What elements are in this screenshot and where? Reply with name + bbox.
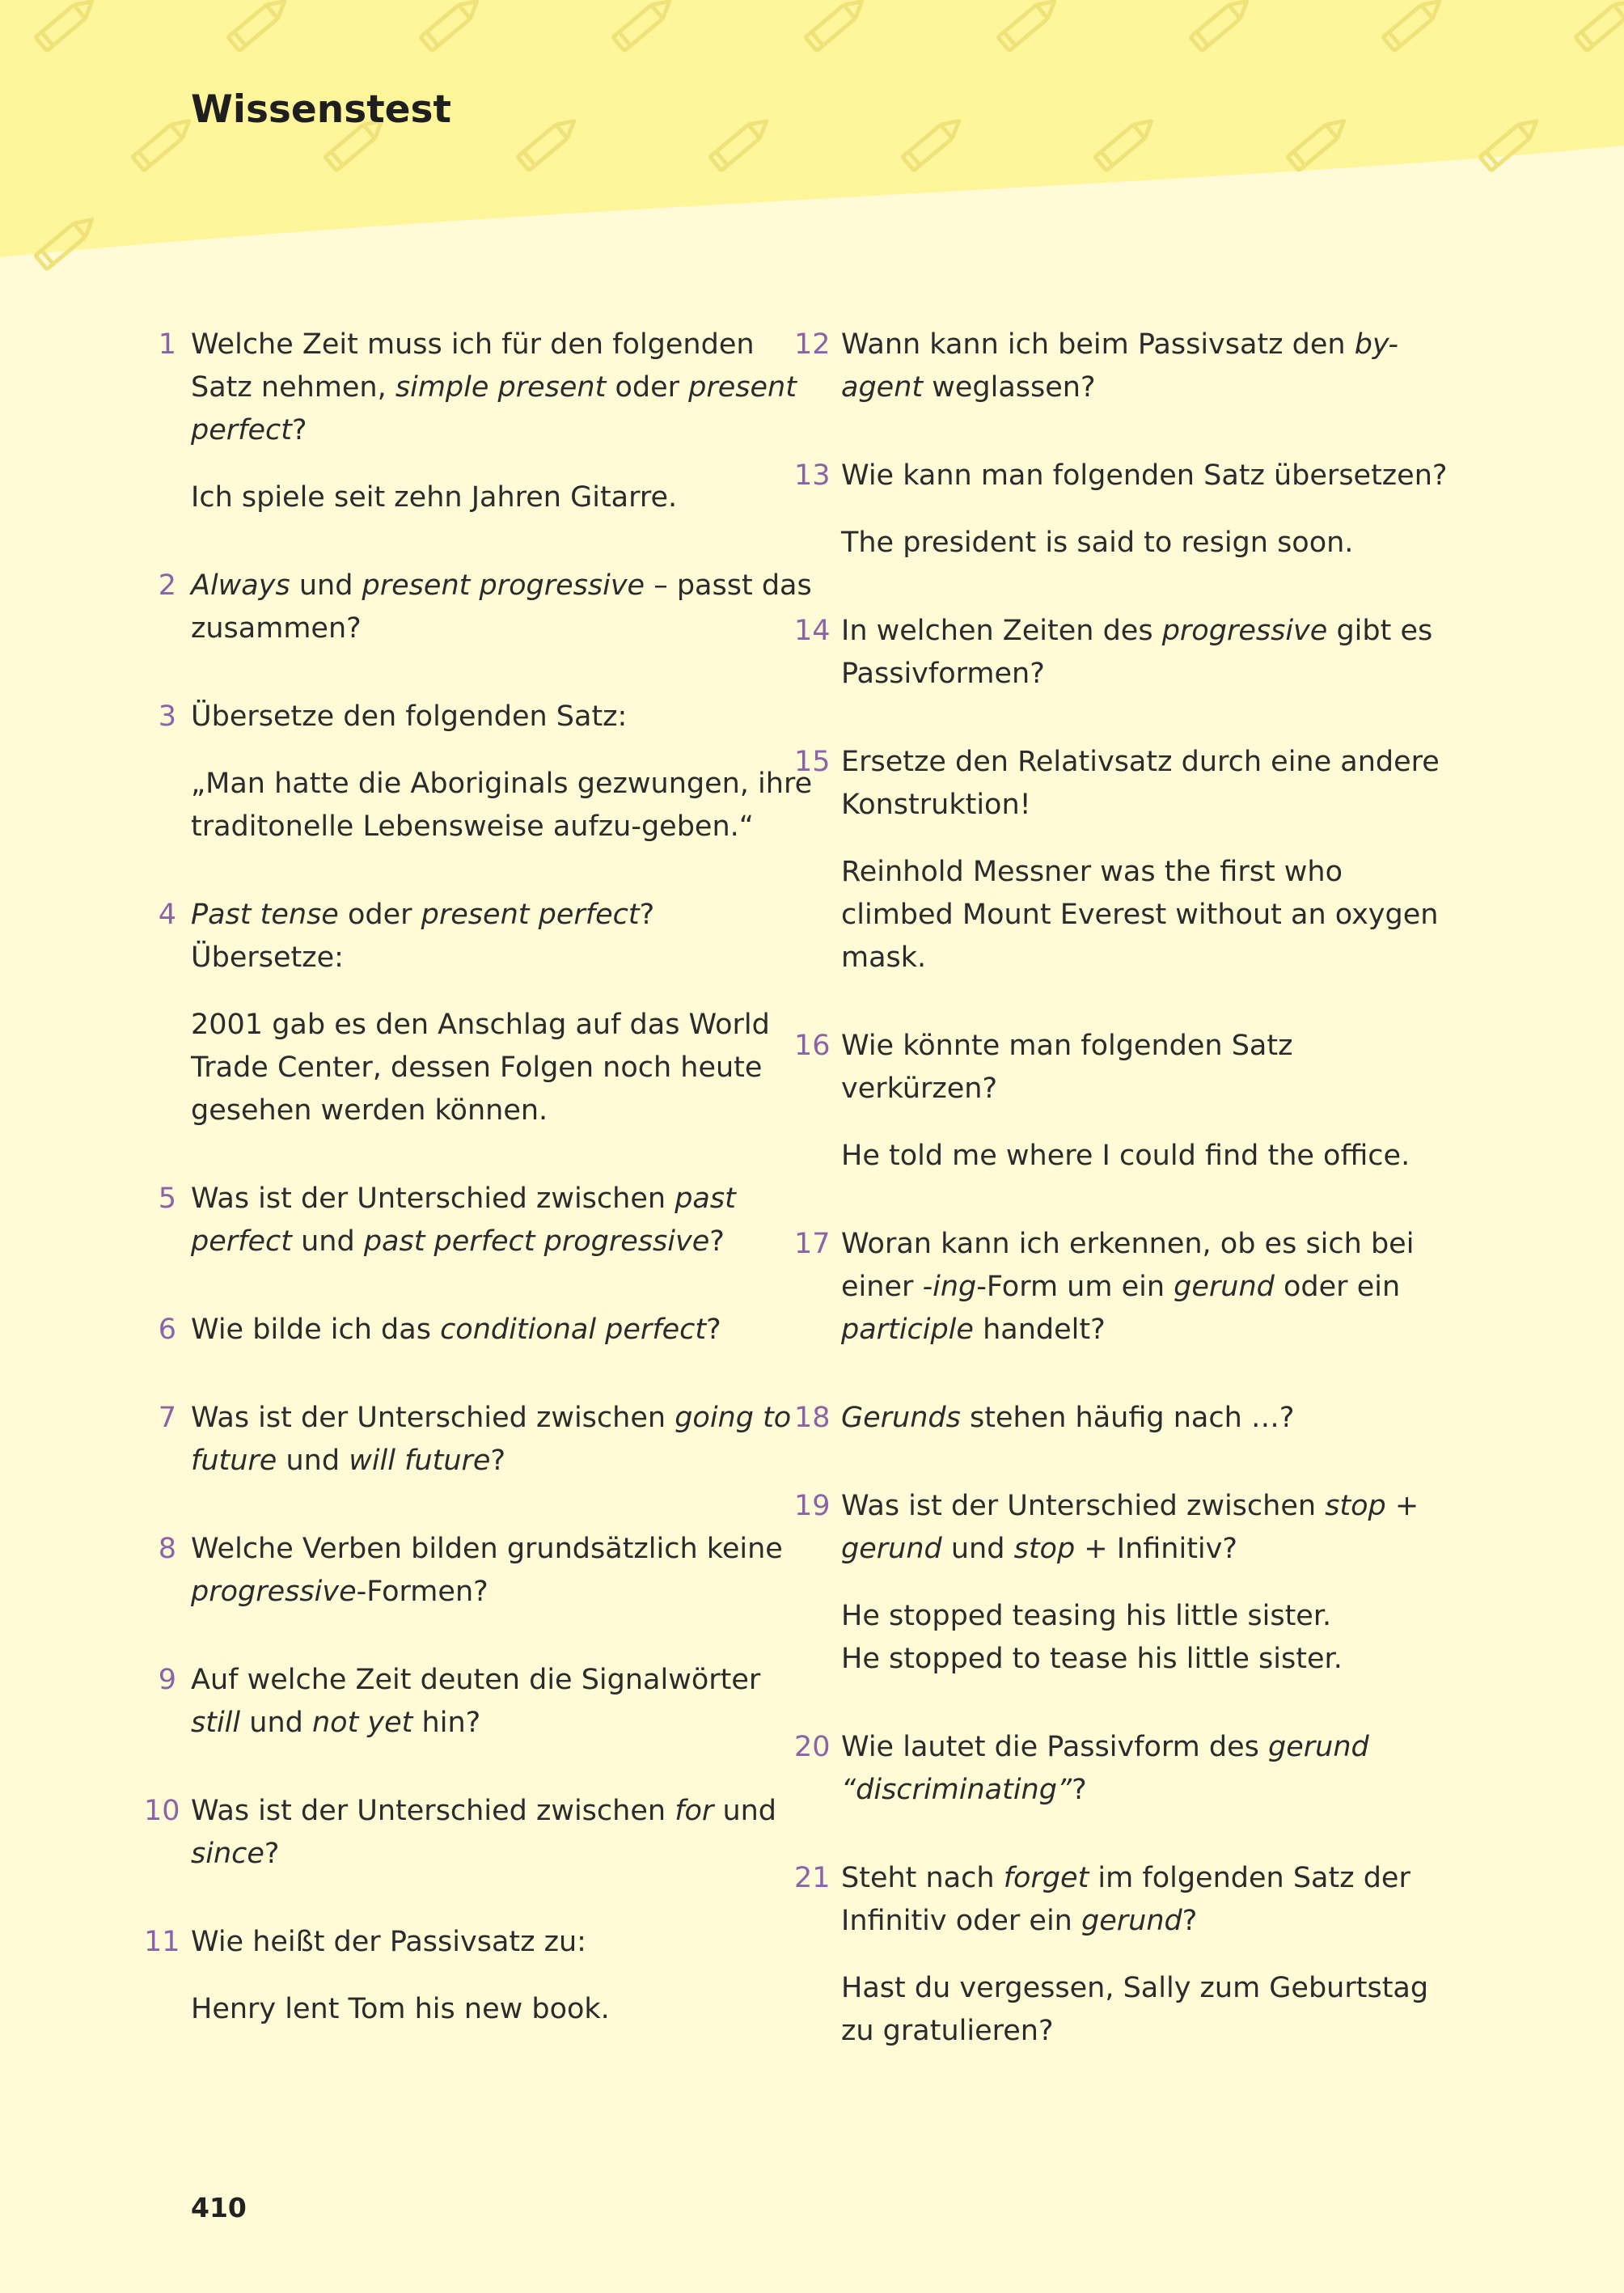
question-number: 3 [158, 700, 176, 733]
example-sentence [841, 1595, 1456, 1681]
question-item [794, 1485, 1456, 1681]
emphasis-term: -ing [922, 1271, 977, 1303]
question-number: 14 [794, 615, 831, 647]
example-line: Hast du vergessen, Sally zum Geburtstag zu gratulieren? [841, 1972, 1429, 2047]
text-segment: ? [1182, 1905, 1198, 1937]
question-number: 9 [158, 1664, 176, 1696]
emphasis-term: Past tense [191, 899, 339, 931]
emphasis-term: Gerunds [841, 1402, 961, 1434]
emphasis-term: stop [1013, 1533, 1076, 1565]
example-sentence [191, 476, 814, 519]
text-segment: ? [1072, 1774, 1087, 1806]
emphasis-term: simple present [395, 371, 607, 404]
emphasis-term: present progressive [362, 569, 645, 602]
text-segment: Wie heißt der Passivsatz zu: [191, 1926, 586, 1958]
question-text [841, 741, 1456, 827]
text-segment: Welche Zeit muss ich für den folgenden Satz nehmen, [191, 328, 755, 404]
text-segment: + Infinitiv? [1075, 1533, 1237, 1565]
page-title: Wissenstest [191, 87, 452, 132]
question-item [158, 565, 814, 650]
question-item [158, 1178, 814, 1263]
question-item [144, 1790, 814, 1876]
example-sentence [841, 851, 1456, 979]
text-segment: ? [706, 1314, 721, 1346]
question-number: 13 [794, 459, 831, 492]
question-text [841, 1223, 1456, 1352]
example-line: „Man hatte die Aboriginals gezwungen, ihre traditonelle Lebensweise aufzu-geben.“ [191, 768, 813, 843]
question-number: 18 [794, 1402, 831, 1434]
text-segment: und [277, 1445, 349, 1477]
example-line: He told me where I could find the office. [841, 1140, 1410, 1172]
question-number: 12 [794, 328, 831, 361]
text-segment: hin? [412, 1707, 481, 1739]
emphasis-term: for [675, 1795, 714, 1827]
example-line: Reinhold Messner was the first who climbed Mount Everest without an oxygen mask. [841, 856, 1439, 974]
example-line: He stopped to tease his little sister. [841, 1643, 1343, 1675]
question-item [794, 1857, 1456, 2053]
example-line: The president is said to resign soon. [841, 527, 1354, 559]
example-line: Ich spiele seit zehn Jahren Gitarre. [191, 481, 678, 514]
text-segment: oder ein [1274, 1271, 1401, 1303]
text-segment: ? [709, 1225, 725, 1258]
question-number: 15 [794, 746, 831, 778]
text-segment: Ersetze den Relativsatz durch eine andere Konstruktion! [841, 746, 1440, 821]
emphasis-term: gerund [841, 1533, 942, 1565]
text-segment: und [941, 1533, 1014, 1565]
question-number: 20 [794, 1731, 831, 1763]
emphasis-term: forget [1003, 1862, 1089, 1894]
emphasis-term: past perfect progressive [363, 1225, 710, 1258]
question-number: 2 [158, 569, 176, 602]
text-segment: und [290, 569, 362, 602]
text-segment: Steht nach [841, 1862, 1004, 1894]
question-item [158, 696, 814, 848]
question-number: 6 [158, 1314, 176, 1346]
question-text [191, 1528, 814, 1614]
question-number: 21 [794, 1862, 831, 1894]
emphasis-term: “discriminating” [841, 1774, 1072, 1806]
question-item [158, 1309, 814, 1352]
text-segment: handelt? [973, 1314, 1106, 1346]
example-line: Henry lent Tom his new book. [191, 1993, 610, 2025]
question-text [841, 1726, 1456, 1812]
question-text [191, 1790, 814, 1876]
emphasis-term: present perfect [421, 899, 640, 931]
emphasis-term: conditional perfect [440, 1314, 707, 1346]
question-item [158, 1528, 814, 1614]
question-text [191, 1921, 610, 1964]
text-segment: oder [606, 371, 689, 404]
question-number: 16 [794, 1030, 831, 1062]
emphasis-term: since [191, 1838, 264, 1870]
question-item [794, 741, 1456, 979]
question-item [794, 455, 1456, 565]
question-number: 8 [158, 1533, 176, 1565]
text-segment: Wie lautet die Passivform des [841, 1731, 1269, 1763]
text-segment: Was ist der Unterschied zwischen [841, 1490, 1326, 1522]
text-segment: In welchen Zeiten des [841, 615, 1162, 647]
emphasis-term: gerund [1268, 1731, 1369, 1763]
question-item [158, 1397, 814, 1483]
text-segment: ? [264, 1838, 280, 1870]
question-text [191, 696, 814, 738]
question-text [841, 1485, 1456, 1571]
questions-right-column [794, 324, 1456, 2098]
example-sentence [841, 1135, 1456, 1178]
example-line: 2001 gab es den Anschlag auf das World Trade Center, dessen Folgen noch heute gesehen werden können. [191, 1009, 770, 1127]
question-text [841, 610, 1456, 696]
example-sentence [191, 1004, 814, 1132]
question-number: 4 [158, 899, 176, 931]
text-segment: gibt es Passivformen? [841, 615, 1433, 690]
emphasis-term: present perfect [191, 371, 797, 446]
question-text [191, 1309, 721, 1352]
question-text [841, 324, 1456, 409]
emphasis-term: will future [349, 1445, 491, 1477]
text-segment: Wie bilde ich das [191, 1314, 441, 1346]
question-text [841, 1397, 1294, 1440]
emphasis-term: progressive [191, 1576, 357, 1608]
question-text [191, 894, 814, 979]
question-item [794, 610, 1456, 696]
header-band [0, 0, 1624, 275]
emphasis-term: past perfect [191, 1182, 736, 1258]
question-text [191, 565, 814, 650]
example-sentence [841, 522, 1447, 565]
text-segment: Was ist der Unterschied zwischen [191, 1182, 675, 1215]
question-item [794, 1025, 1456, 1178]
question-number: 17 [794, 1228, 831, 1260]
question-text [191, 1178, 814, 1263]
text-segment: ? [291, 414, 307, 446]
question-number: 19 [794, 1490, 831, 1522]
question-number: 5 [158, 1182, 176, 1215]
text-segment: -Formen? [356, 1576, 488, 1608]
text-segment: Welche Verben bilden grundsätzlich keine [191, 1533, 783, 1565]
example-sentence [191, 763, 814, 848]
emphasis-term: stop [1325, 1490, 1386, 1522]
question-text [841, 1025, 1456, 1111]
text-segment: Was ist der Unterschied zwischen [191, 1795, 675, 1827]
question-item [158, 894, 814, 1132]
emphasis-term: not yet [311, 1707, 413, 1739]
text-segment: und [240, 1707, 312, 1739]
text-segment: + [1385, 1490, 1419, 1522]
text-segment: -Form um ein [976, 1271, 1174, 1303]
emphasis-term: Always [191, 569, 290, 602]
text-segment: und [713, 1795, 777, 1827]
question-item [794, 1397, 1456, 1440]
emphasis-term: participle [841, 1314, 974, 1346]
text-segment: ? Übersetze: [191, 899, 655, 974]
question-text [191, 1659, 814, 1745]
example-line: He stopped teasing his little sister. [841, 1600, 1332, 1632]
text-segment: ? [490, 1445, 506, 1477]
text-segment: Was ist der Unterschied zwischen [191, 1402, 675, 1434]
question-number: 1 [158, 328, 176, 361]
question-item [794, 1223, 1456, 1352]
text-segment: Auf welche Zeit deuten die Signalwörter [191, 1664, 761, 1696]
text-segment: weglassen? [923, 371, 1096, 404]
example-sentence [841, 1967, 1456, 2053]
emphasis-term: still [191, 1707, 241, 1739]
emphasis-term: progressive [1161, 615, 1328, 647]
emphasis-term: by-agent [841, 328, 1399, 404]
page-number: 410 [191, 2192, 247, 2223]
question-item [158, 324, 814, 519]
example-sentence [191, 1988, 610, 2031]
emphasis-term: gerund [1081, 1905, 1182, 1937]
text-segment: – passt das zusammen? [191, 569, 812, 645]
text-segment: oder [338, 899, 421, 931]
question-text [191, 324, 814, 452]
text-segment: Wie könnte man folgenden Satz verkürzen? [841, 1030, 1293, 1105]
text-segment: Wie kann man folgenden Satz übersetzen? [841, 459, 1448, 492]
question-number: 11 [144, 1926, 180, 1958]
question-number: 10 [144, 1795, 180, 1827]
text-segment: Übersetze den folgenden Satz: [191, 700, 628, 733]
text-segment: im folgenden Satz der Infinitiv oder ein [841, 1862, 1410, 1937]
text-segment: stehen häufig nach …? [960, 1402, 1295, 1434]
question-item [794, 1726, 1456, 1812]
emphasis-term: going to future [191, 1402, 792, 1477]
question-text [841, 455, 1447, 497]
question-item [144, 1921, 814, 2031]
text-segment: und [291, 1225, 364, 1258]
question-text [841, 1857, 1456, 1943]
text-segment: Wann kann ich beim Passivsatz den [841, 328, 1355, 361]
question-number: 7 [158, 1402, 176, 1434]
text-segment: Woran kann ich erkennen, ob es sich bei einer [841, 1228, 1415, 1303]
emphasis-term: gerund [1174, 1271, 1275, 1303]
question-item [794, 324, 1456, 409]
questions-left-column [144, 324, 814, 2076]
question-text [191, 1397, 814, 1483]
question-item [158, 1659, 814, 1745]
